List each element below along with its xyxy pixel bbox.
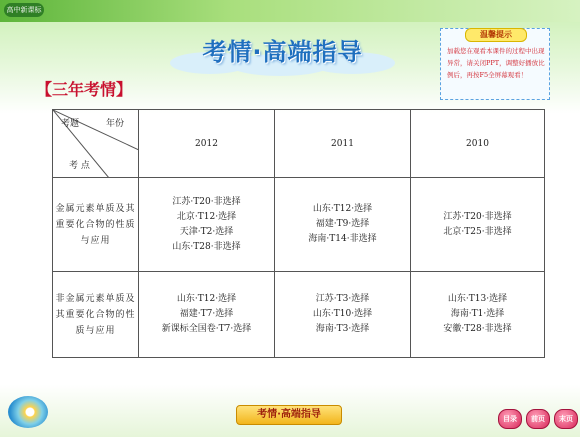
last-page-button[interactable]: 末页 (554, 409, 578, 429)
contents-button[interactable]: 目录 (498, 409, 522, 429)
corner-exam-label: 考题 (61, 119, 80, 129)
exam-cell: 山东·T12·选择 福建·T7·选择 新课标全国卷·T7·选择 (139, 272, 275, 358)
table-row (53, 178, 545, 272)
page-title: 考情·高端指导 (202, 38, 363, 66)
tip-heading: 温馨提示 (465, 28, 527, 42)
top-banner (0, 0, 580, 22)
exam-cell: 江苏·T20·非选择 北京·T25·非选择 (411, 178, 545, 272)
corner-header (53, 110, 139, 178)
topic-cell: 非金属元素单质及其重要化合物的性质与应用 (53, 272, 139, 358)
exam-cell: 江苏·T3·选择 山东·T10·选择 海南·T3·选择 (275, 272, 411, 358)
exam-cell: 山东·T13·选择 海南·T1·选择 安徽·T28·非选择 (411, 272, 545, 358)
year-header: 2010 (411, 110, 545, 178)
corner-point-label: 考 点 (69, 161, 90, 171)
exam-cell: 山东·T12·选择 福建·T9·选择 海南·T14·非选择 (275, 178, 411, 272)
logo: 高中新课标 (4, 3, 44, 17)
section-nav-button[interactable]: 考情·高端指导 (236, 405, 342, 425)
prev-page-button[interactable]: 前页 (526, 409, 550, 429)
table-row (53, 272, 545, 358)
year-header: 2011 (275, 110, 411, 178)
corner-year-label: 年份 (105, 119, 124, 129)
cd-decoration-icon (8, 396, 48, 428)
topic-cell: 金属元素单质及其重要化合物的性质与应用 (53, 178, 139, 272)
tip-text: 加载您在观看本课件的过程中出现异常，请关闭PPT，调整好播放比例后，再按F5全屏幕观看！ (447, 47, 545, 79)
title-banner (170, 28, 395, 76)
year-header: 2012 (139, 110, 275, 178)
exam-table (52, 109, 545, 358)
section-heading: 【三年考情】 (36, 80, 133, 99)
tip-box (440, 28, 550, 100)
exam-cell: 江苏·T20·非选择 北京·T12·选择 天津·T2·选择 山东·T28·非选择 (139, 178, 275, 272)
